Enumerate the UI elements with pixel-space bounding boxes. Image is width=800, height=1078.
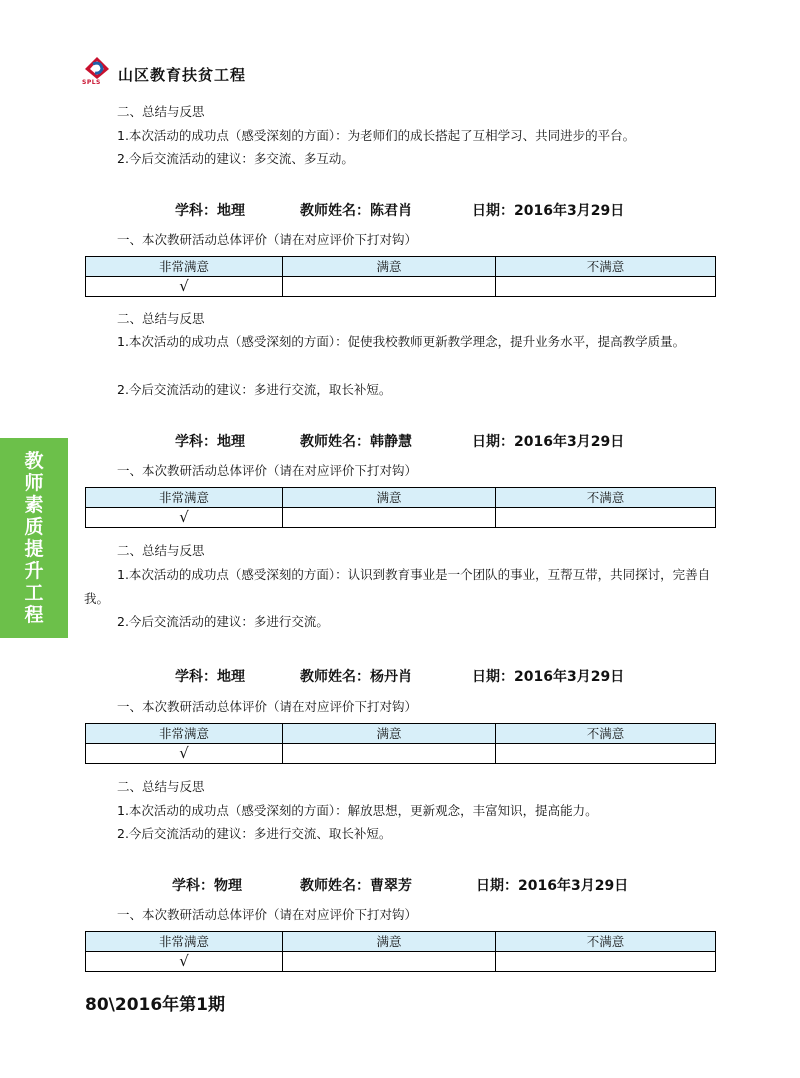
date: 日期：2016年3月29日 [472, 434, 625, 450]
header-satisfied: 满意 [283, 932, 496, 952]
subject: 学科：地理 [175, 203, 245, 219]
header-very-satisfied: 非常满意 [86, 257, 283, 277]
entry-meta [0, 200, 800, 220]
empty-cell [496, 508, 716, 528]
side-tab-char: 提 [24, 538, 44, 560]
side-tab [0, 438, 68, 638]
eval-title: 一、本次教研活动总体评价（请在对应评价下打对钩） [117, 463, 418, 478]
teacher-name: 教师姓名：杨丹肖 [300, 669, 412, 685]
entry-meta [0, 666, 800, 686]
reflect-heading: 二、总结与反思 [117, 543, 205, 558]
teacher-name: 教师姓名：韩静慧 [300, 434, 412, 450]
empty-cell [496, 277, 716, 297]
suggestion-text: 2.今后交流活动的建议：多进行交流，取长补短。 [117, 382, 392, 397]
date: 日期：2016年3月29日 [472, 203, 625, 219]
page-footer: 80\2016年第1期 [85, 995, 226, 1015]
subject: 学科：地理 [175, 434, 245, 450]
side-tab-char: 教 [24, 450, 44, 472]
reflect-heading: 二、总结与反思 [117, 311, 205, 326]
success-text: 1.本次活动的成功点（感受深刻的方面）：解放思想，更新观念，丰富知识，提高能力。 [117, 803, 598, 818]
suggestion-text: 2.今后交流活动的建议：多进行交流、取长补短。 [117, 826, 392, 841]
checkmark-cell: √ [86, 277, 283, 297]
empty-cell [283, 744, 496, 764]
side-tab-char: 质 [24, 516, 44, 538]
rating-table [85, 487, 716, 528]
rating-table [85, 723, 716, 764]
header-unsatisfied: 不满意 [496, 724, 716, 744]
teacher-name: 教师姓名：陈君肖 [300, 203, 412, 219]
side-tab-char: 程 [24, 604, 44, 626]
top-reflect-heading: 二、总结与反思 [117, 104, 205, 119]
suggestion-text: 2.今后交流活动的建议：多进行交流。 [117, 614, 329, 629]
date: 日期：2016年3月29日 [476, 878, 629, 894]
side-tab-char: 师 [24, 472, 44, 494]
logo [82, 55, 112, 85]
checkmark-cell: √ [86, 508, 283, 528]
side-tab-char: 工 [24, 582, 44, 604]
empty-cell [283, 952, 496, 972]
eval-title: 一、本次教研活动总体评价（请在对应评价下打对钩） [117, 232, 418, 247]
side-tab-char: 升 [24, 560, 44, 582]
eval-title: 一、本次教研活动总体评价（请在对应评价下打对钩） [117, 907, 418, 922]
entry-meta [0, 431, 800, 451]
header-title: 山区教育扶贫工程 [118, 65, 247, 84]
success-text: 1.本次活动的成功点（感受深刻的方面）：认识到教育事业是一个团队的事业，互帮互带，共同探讨，完善自我。 [84, 567, 711, 606]
header-unsatisfied: 不满意 [496, 257, 716, 277]
rating-table [85, 256, 716, 297]
rating-table [85, 931, 716, 972]
header-very-satisfied: 非常满意 [86, 932, 283, 952]
header-very-satisfied: 非常满意 [86, 488, 283, 508]
subject: 学科：地理 [175, 669, 245, 685]
success-text: 1.本次活动的成功点（感受深刻的方面）：促使我校教师更新教学理念，提升业务水平，提高教学质量。 [117, 334, 686, 349]
header-unsatisfied: 不满意 [496, 932, 716, 952]
subject: 学科：物理 [172, 878, 242, 894]
teacher-name: 教师姓名：曹翠芳 [300, 878, 412, 894]
header-very-satisfied: 非常满意 [86, 724, 283, 744]
entry-meta [0, 875, 800, 895]
side-tab-char: 素 [24, 494, 44, 516]
empty-cell [283, 508, 496, 528]
checkmark-cell: √ [86, 744, 283, 764]
header-satisfied: 满意 [283, 257, 496, 277]
header-satisfied: 满意 [283, 724, 496, 744]
top-suggestion: 2.今后交流活动的建议：多交流、多互动。 [117, 151, 354, 166]
top-success: 1.本次活动的成功点（感受深刻的方面）：为老师们的成长搭起了互相学习、共同进步的平台。 [117, 128, 636, 143]
logo-text: SPLS [82, 79, 101, 86]
header-unsatisfied: 不满意 [496, 488, 716, 508]
checkmark-cell: √ [86, 952, 283, 972]
empty-cell [283, 277, 496, 297]
eval-title: 一、本次教研活动总体评价（请在对应评价下打对钩） [117, 699, 418, 714]
page-header [82, 50, 246, 90]
empty-cell [496, 952, 716, 972]
logo-icon [82, 55, 112, 81]
date: 日期：2016年3月29日 [472, 669, 625, 685]
header-satisfied: 满意 [283, 488, 496, 508]
reflect-heading: 二、总结与反思 [117, 779, 205, 794]
empty-cell [496, 744, 716, 764]
